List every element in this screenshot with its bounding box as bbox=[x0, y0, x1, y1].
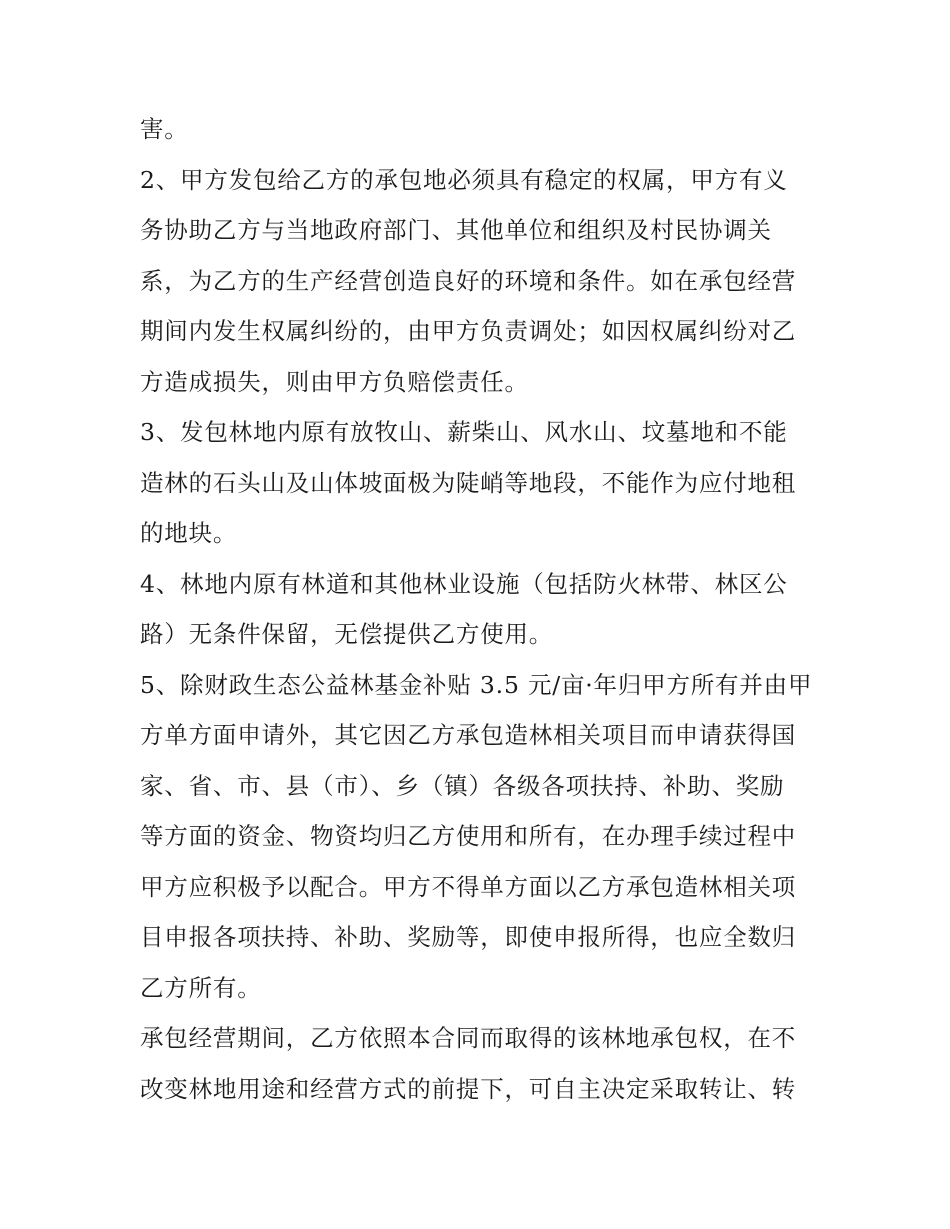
text-line: 系，为乙方的生产经营创造良好的环境和条件。如在承包经营 bbox=[140, 266, 797, 295]
text-line: 造林的石头山及山体坡面极为陡峭等地段，不能作为应付地租 bbox=[140, 468, 797, 497]
text-line: 路）无条件保留，无偿提供乙方使用。 bbox=[140, 620, 554, 648]
text-line: 目申报各项扶持、补助、奖励等，即使申报所得，也应全数归 bbox=[140, 923, 797, 951]
text-line: 家、省、市、县（市）、乡（镇）各级各项扶持、补助、奖励 bbox=[140, 771, 785, 800]
text-line: 害。 bbox=[140, 115, 189, 143]
text-line: 方单方面申请外，其它因乙方承包造林相关项目而申请获得国 bbox=[140, 721, 797, 749]
text-line: 2、甲方发包给乙方的承包地必须具有稳定的权属，甲方有义 bbox=[140, 165, 788, 194]
text-line: 期间内发生权属纠纷的，由甲方负责调处；如因权属纠纷对乙 bbox=[140, 317, 797, 345]
text-line: 改变林地用途和经营方式的前提下，可自主决定采取转让、转 bbox=[140, 1074, 797, 1103]
text-line: 方造成损失，则由甲方负赔偿责任。 bbox=[140, 367, 529, 396]
text-line: 等方面的资金、物资均归乙方使用和所有，在办理手续过程中 bbox=[140, 822, 797, 850]
text-line: 乙方所有。 bbox=[140, 973, 262, 1002]
text-line: 4、林地内原有林道和其他林业设施（包括防火林带、林区公 bbox=[140, 569, 788, 598]
text-line: 3、发包林地内原有放牧山、薪柴山、风水山、坟墓地和不能 bbox=[140, 418, 788, 446]
text-line: 承包经营期间，乙方依照本合同而取得的该林地承包权，在不 bbox=[140, 1024, 797, 1052]
document-body bbox=[140, 104, 820, 1114]
text-line: 5、除财政生态公益林基金补贴 3.5 元/亩·年归甲方所有并由甲 bbox=[140, 670, 813, 699]
text-line: 甲方应积极予以配合。甲方不得单方面以乙方承包造林相关项 bbox=[140, 872, 797, 901]
text-line: 的地块。 bbox=[140, 519, 238, 547]
text-line: 务协助乙方与当地政府部门、其他单位和组织及村民协调关 bbox=[140, 216, 772, 244]
